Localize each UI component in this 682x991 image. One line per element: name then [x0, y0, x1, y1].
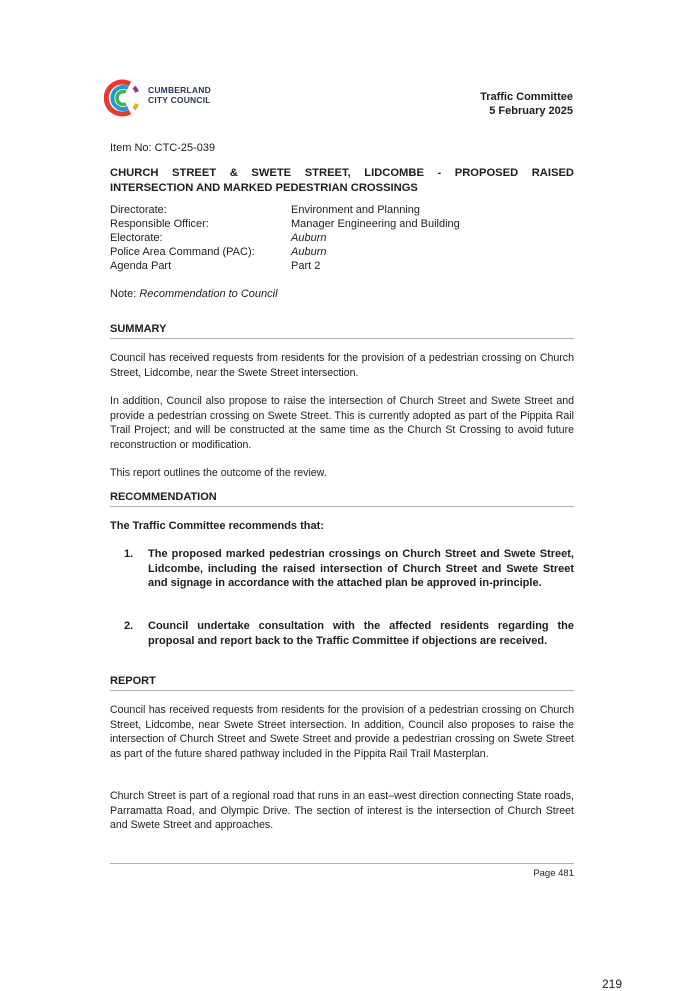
item-text: The proposed marked pedestrian crossings on Church Street and Swete Street, Lidcombe, including the raised intersection of Church Street and Swete Street and signage in accordance with the attached plan be approved in-principle. — [148, 548, 574, 589]
item-number: Item No: CTC-25-039 — [110, 142, 216, 154]
meta-value: Auburn — [291, 246, 327, 258]
report-title: CHURCH STREET & SWETE STREET, LIDCOMBE - PROPOSED RAISED INTERSECTION AND MARKED PEDESTRIAN CROSSINGS — [110, 167, 574, 194]
committee-name: Traffic Committee — [480, 91, 573, 103]
recommendation-heading: RECOMMENDATION — [110, 491, 574, 507]
logo-wordmark — [148, 85, 211, 105]
item-text: Council undertake consultation with the affected residents regarding the proposal and report back to the Traffic Committee if objections are received. — [148, 620, 574, 647]
footer-divider — [110, 863, 574, 864]
meta-value: Environment and Planning — [291, 204, 421, 216]
summary-heading: SUMMARY — [110, 323, 574, 339]
meta-label: Electorate: — [110, 232, 163, 244]
meta-value: Manager Engineering and Building — [291, 218, 460, 230]
item-number-label: 2. — [124, 620, 134, 632]
meta-label: Police Area Command (PAC): — [110, 246, 255, 258]
summary-paragraph-3: This report outlines the outcome of the review. — [110, 467, 327, 479]
meeting-date: 5 February 2025 — [489, 105, 573, 117]
meta-label: Responsible Officer: — [110, 218, 209, 230]
meta-value: Part 2 — [291, 260, 321, 272]
note — [110, 288, 278, 300]
note-prefix: Note: — [110, 288, 140, 300]
summary-paragraph-1: Council has received requests from residents for the provision of a pedestrian crossing on Church Street, Lidcombe, near the Swete Street intersection. — [110, 352, 574, 379]
corner-number: 219 — [601, 977, 622, 991]
report-heading: REPORT — [110, 675, 574, 691]
item-number-label: 1. — [124, 548, 134, 560]
page-number: Page 481 — [533, 868, 574, 879]
committee-header — [480, 90, 573, 118]
note-text: Recommendation to Council — [139, 288, 278, 300]
meta-value: Auburn — [291, 232, 327, 244]
summary-paragraph-2: In addition, Council also propose to raise the intersection of Church Street and Swete Street and provide a pedestrian crossing on Swete Street. This is currently adopted as part of the Pippita Rail Trail Project; and will be constructed at the same time as the Church St Crossing to avoid future reconstruction or modification. — [110, 395, 574, 451]
report-paragraph-2: Church Street is part of a regional road that runs in an east–west direction connecting State roads, Parramatta Road, and Olympic Drive. The section of interest is the intersection of Church Street and Swete Street and approaches. — [110, 790, 574, 831]
meta-label: Directorate: — [110, 204, 167, 216]
logo-line-2: CITY COUNCIL — [148, 95, 211, 105]
recommendation-intro: The Traffic Committee recommends that: — [110, 520, 324, 532]
logo-line-1: CUMBERLAND — [148, 85, 211, 95]
report-paragraph-1: Council has received requests from residents for the provision of a pedestrian crossing on Church Street, Lidcombe, near Swete Street intersection. In addition, Council also proposes to raise the intersection of Church Street and Swete Street and provide a pedestrian crossing on Swete Street as part of the future shared pathway included in the Pippita Rail Trail Masterplan. — [110, 704, 574, 760]
meta-label: Agenda Part — [110, 260, 172, 272]
